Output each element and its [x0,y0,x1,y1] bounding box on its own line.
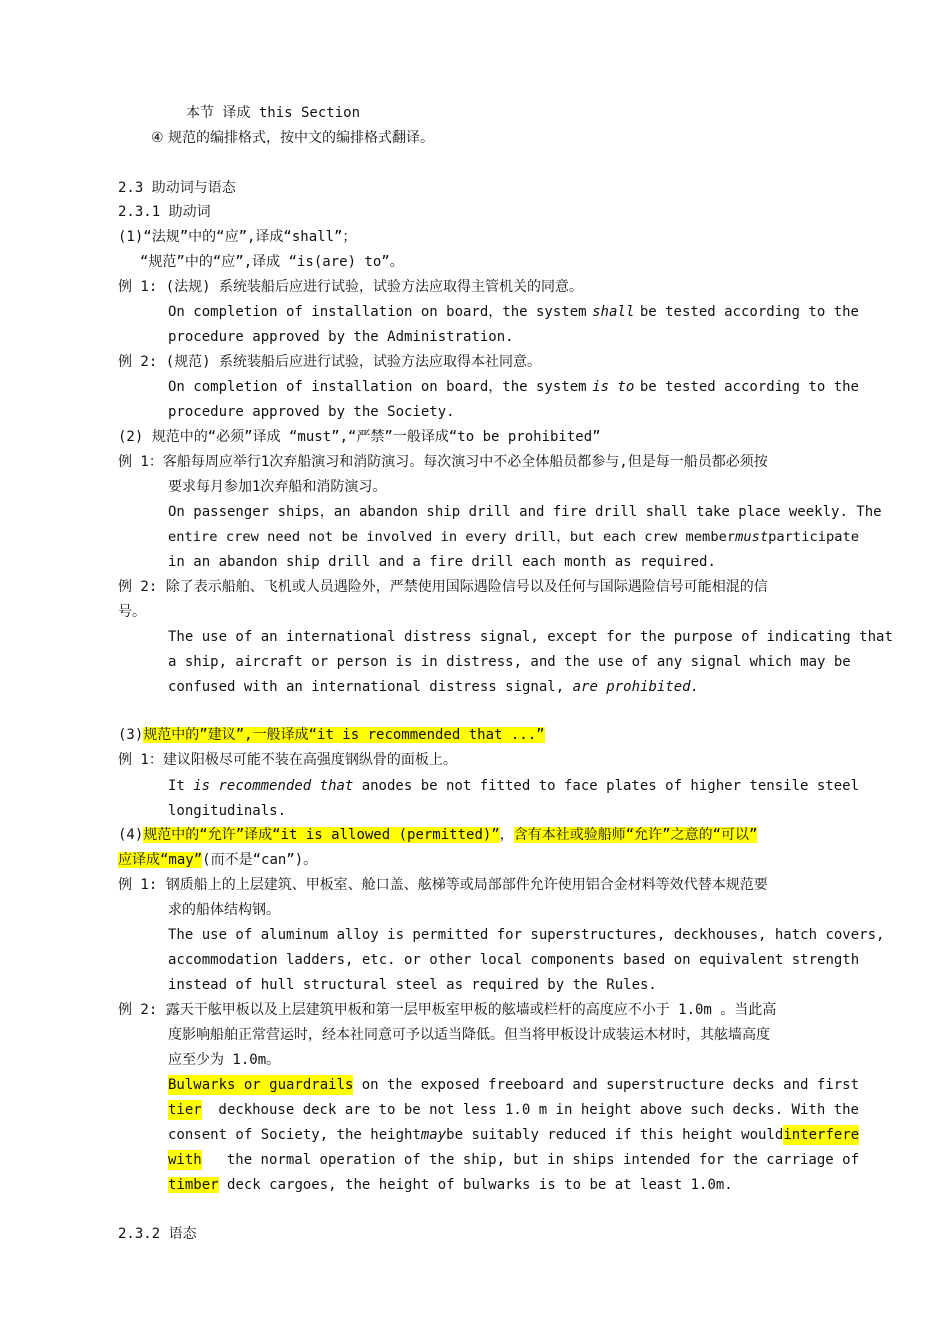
item4-example1-en-line1: The use of aluminum alloy is permitted for superstructures, deckhouses, hatch covers, [168,927,885,943]
text-run: on the exposed freeboard and superstructure decks and first [361,1077,859,1093]
item4-example2-cn-line2: 度影响船舶正常营运时，经本社同意可予以适当降低。但当将甲板设计成装运木材时，其舷墙高度 [168,1027,770,1043]
text-run: the normal operation of the ship, but in ships intended for the carriage of [226,1152,859,1168]
text-run: confused with an international distress signal, [168,679,565,695]
item3-example1-cn: 例 1：建议阳极尽可能不装在高强度钢纵骨的面板上。 [118,752,457,768]
item4-example1-cn-line2: 求的船体结构钢。 [168,902,280,918]
text-run: ， [499,827,514,843]
emphasis-text: may [420,1127,447,1143]
item4-example1-en-line3: instead of hull structural steel as required by the Rules. [168,977,657,993]
item3-example1-en-line2: longitudinals. [168,803,287,819]
highlighted-heading: 应译成“may” [118,852,203,868]
text-run: entire crew need not be involved in every drill，but each crew member [168,529,736,545]
item4-example2-en-line3 [168,1125,859,1145]
item4-example2-en-line2 [168,1100,859,1120]
text-run: be tested according to the [639,379,859,395]
item4-example2-en-line5 [168,1175,733,1195]
item1-example1-en-line1 [168,302,859,322]
subsection-heading: 2.3.1 助动词 [118,204,211,220]
text-run: anodes be not fitted to face plates of higher tensile steel [361,778,859,794]
item1-line-2: “规范”中的“应”,译成 “is(are) to”。 [140,254,404,270]
item1-line-1: (1)“法规”中的“应”,译成“shall”； [118,229,357,245]
highlighted-term: with [168,1152,202,1168]
item2-example2-en-line1: The use of an international distress signal, except for the purpose of indicating that [168,629,893,645]
item4-example2-cn-line3: 应至少为 1.0m。 [168,1052,281,1068]
item2-example2-en-line2: a ship, aircraft or person is in distress, and the use of any signal which may be [168,654,851,670]
item2-example2-cn-line2: 号。 [118,604,146,620]
item2-heading: (2) 规范中的“必须”译成 “must”,“严禁”一般译成“to be prohibited” [118,429,601,445]
item1-example2-label: 例 2: (规范) 系统装船后应进行试验，试验方法应取得本社同意。 [118,354,541,370]
item1-example1-label: 例 1: (法规) 系统装船后应进行试验，试验方法应取得主管机关的同意。 [118,279,583,295]
intro-line-1: 本节 译成 this Section [186,105,361,121]
item4-example1-en-line2: accommodation ladders, etc. or other local components based on equivalent strength [168,952,860,968]
text-run: On completion of installation on board，the system [168,304,587,320]
item-number: (4) [118,827,144,843]
emphasis-text: is recommended that [193,778,354,794]
text-run: deck cargoes, the height of bulwarks is to be at least 1.0m. [227,1177,733,1193]
item1-example2-en-line2: procedure approved by the Society. [168,404,455,420]
section-heading: 2.3 助动词与语态 [118,180,236,196]
text-run: be tested according to the [639,304,859,320]
item1-example2-en-line1 [168,377,859,397]
item4-heading-line2 [118,850,317,870]
item2-example1-en-line3: in an abandon ship drill and a fire drill each month as required. [168,554,716,570]
item2-example1-en-line1: On passenger ships，an abandon ship drill and fire drill shall take place weekly. The [168,504,882,520]
item3-example1-en-line1 [168,776,859,796]
item2-example1-en-line2 [168,527,859,547]
highlighted-term: tier [168,1102,202,1118]
item4-example2-cn-line1: 例 2: 露天干舷甲板以及上层建筑甲板和第一层甲板室甲板的舷墙或栏杆的高度应不小于 1.0m 。当此高 [118,1002,777,1018]
intro-line-2: ④ 规范的编排格式，按中文的编排格式翻译。 [151,130,434,146]
highlighted-term: interfere [783,1127,860,1143]
text-run: It [168,778,185,794]
item1-example1-en-line2: procedure approved by the Administration. [168,329,514,345]
emphasis-text: must [735,529,769,545]
text-run: On completion of installation on board，the system [168,379,587,395]
item2-example2-en-line3 [168,677,699,697]
highlighted-heading: 含有本社或验船师“允许”之意的“可以” [513,827,758,843]
text-run: participate [768,529,860,545]
item4-example1-cn-line1: 例 1: 钢质船上的上层建筑、甲板室、舱口盖、舷梯等或局部部件允许使用铝合金材料等效代替本规范要 [118,877,768,893]
highlighted-heading: 规范中的”建议”,一般译成“it is recommended that ...” [143,727,545,743]
text-run: deckhouse deck are to be not less 1.0 m in height above such decks. With the [218,1102,859,1118]
item2-example2-cn-line1: 例 2: 除了表示船舶、飞机或人员遇险外，严禁使用国际遇险信号以及任何与国际遇险信号可能相混的信 [118,579,768,595]
item2-example1-cn-line1: 例 1：客船每周应举行1次弃船演习和消防演习。每次演习中不必全体船员都参与,但是每一船员都必须按 [118,454,768,470]
item3-heading [118,725,545,745]
item4-example2-en-line1 [168,1075,859,1095]
subsection-heading-2: 2.3.2 语态 [118,1226,197,1242]
emphasis-text: are prohibited. [572,679,700,695]
text-run: consent of Society, the height [168,1127,421,1143]
text-run: be suitably reduced if this height would [446,1127,784,1143]
highlighted-term: Bulwarks or guardrails [168,1077,354,1093]
highlighted-heading: 规范中的“允许”译成“it is allowed (permitted)” [143,827,500,843]
item4-example2-en-line4 [168,1150,859,1170]
highlighted-term: timber [168,1177,219,1193]
item2-example1-cn-line2: 要求每月参加1次弃船和消防演习。 [168,479,387,495]
emphasis-text: shall [592,304,635,320]
item-number: (3) [118,727,144,743]
item4-heading-line1 [118,825,757,845]
emphasis-text: is to [592,379,635,395]
text-run: (而不是“can”)。 [202,852,318,868]
